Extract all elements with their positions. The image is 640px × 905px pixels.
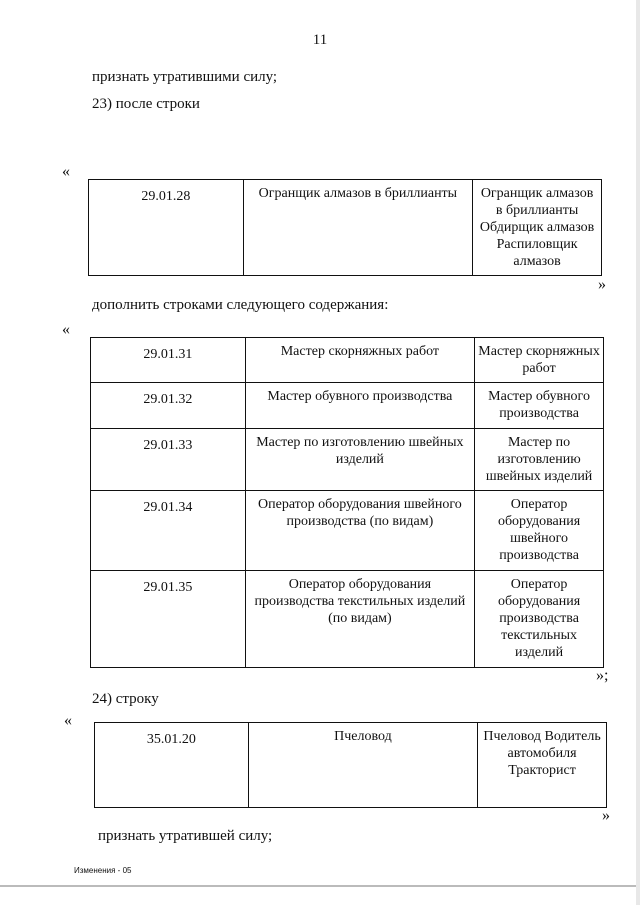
table-row xyxy=(91,338,604,383)
qualification-cell: Мастер скорняжных работ xyxy=(475,338,604,383)
code-cell: 29.01.28 xyxy=(89,180,244,276)
qualification-cell: Пчеловод Водитель автомобиля Тракторист xyxy=(478,723,607,808)
table-row xyxy=(91,491,604,571)
table-row xyxy=(91,383,604,429)
table-row xyxy=(89,180,602,276)
scan-edge-right xyxy=(636,0,640,905)
qualification-cell: Оператор оборудования производства текстильных изделий xyxy=(475,571,604,668)
text-line-item-24: 24) строку xyxy=(92,691,159,707)
footer-changes: Изменения - 05 xyxy=(74,866,132,875)
close-quote: » xyxy=(602,807,610,824)
scan-edge xyxy=(0,885,640,887)
code-cell: 29.01.31 xyxy=(91,338,246,383)
code-cell: 35.01.20 xyxy=(95,723,249,808)
profession-name-cell: Оператор оборудования производства текстильных изделий (по видам) xyxy=(245,571,474,668)
profession-name-cell: Огранщик алмазов в бриллианты xyxy=(243,180,472,276)
open-quote: « xyxy=(64,712,72,729)
table-after-row xyxy=(88,179,602,276)
profession-name-cell: Мастер обувного производства xyxy=(245,383,474,429)
profession-name-cell: Оператор оборудования швейного производства (по видам) xyxy=(245,491,474,571)
code-cell: 29.01.32 xyxy=(91,383,246,429)
open-quote: « xyxy=(62,163,70,180)
table-row xyxy=(91,429,604,491)
qualification-cell: Оператор оборудования швейного производства xyxy=(475,491,604,571)
profession-name-cell: Мастер скорняжных работ xyxy=(245,338,474,383)
table-row xyxy=(95,723,607,808)
text-line-recognize-void: признать утратившими силу; xyxy=(92,69,278,85)
code-cell: 29.01.35 xyxy=(91,571,246,668)
profession-name-cell: Пчеловод xyxy=(248,723,477,808)
text-line-item-23: 23) после строки xyxy=(92,96,200,112)
text-line-add-rows: дополнить строками следующего содержания: xyxy=(92,297,389,313)
text-line-recognize-void-2: признать утратившей силу; xyxy=(98,828,273,844)
close-quote: » xyxy=(598,276,606,293)
table-row xyxy=(91,571,604,668)
qualification-cell: Огранщик алмазов в бриллианты Обдирщик алмазов Распиловщик алмазов xyxy=(473,180,602,276)
profession-name-cell: Мастер по изготовлению швейных изделий xyxy=(245,429,474,491)
table-new-rows xyxy=(90,337,604,668)
table-row-to-void xyxy=(94,722,607,808)
code-cell: 29.01.34 xyxy=(91,491,246,571)
code-cell: 29.01.33 xyxy=(91,429,246,491)
qualification-cell: Мастер обувного производства xyxy=(475,383,604,429)
qualification-cell: Мастер по изготовлению швейных изделий xyxy=(475,429,604,491)
page-number: 11 xyxy=(312,32,328,48)
close-quote: »; xyxy=(596,667,609,684)
open-quote: « xyxy=(62,321,70,338)
